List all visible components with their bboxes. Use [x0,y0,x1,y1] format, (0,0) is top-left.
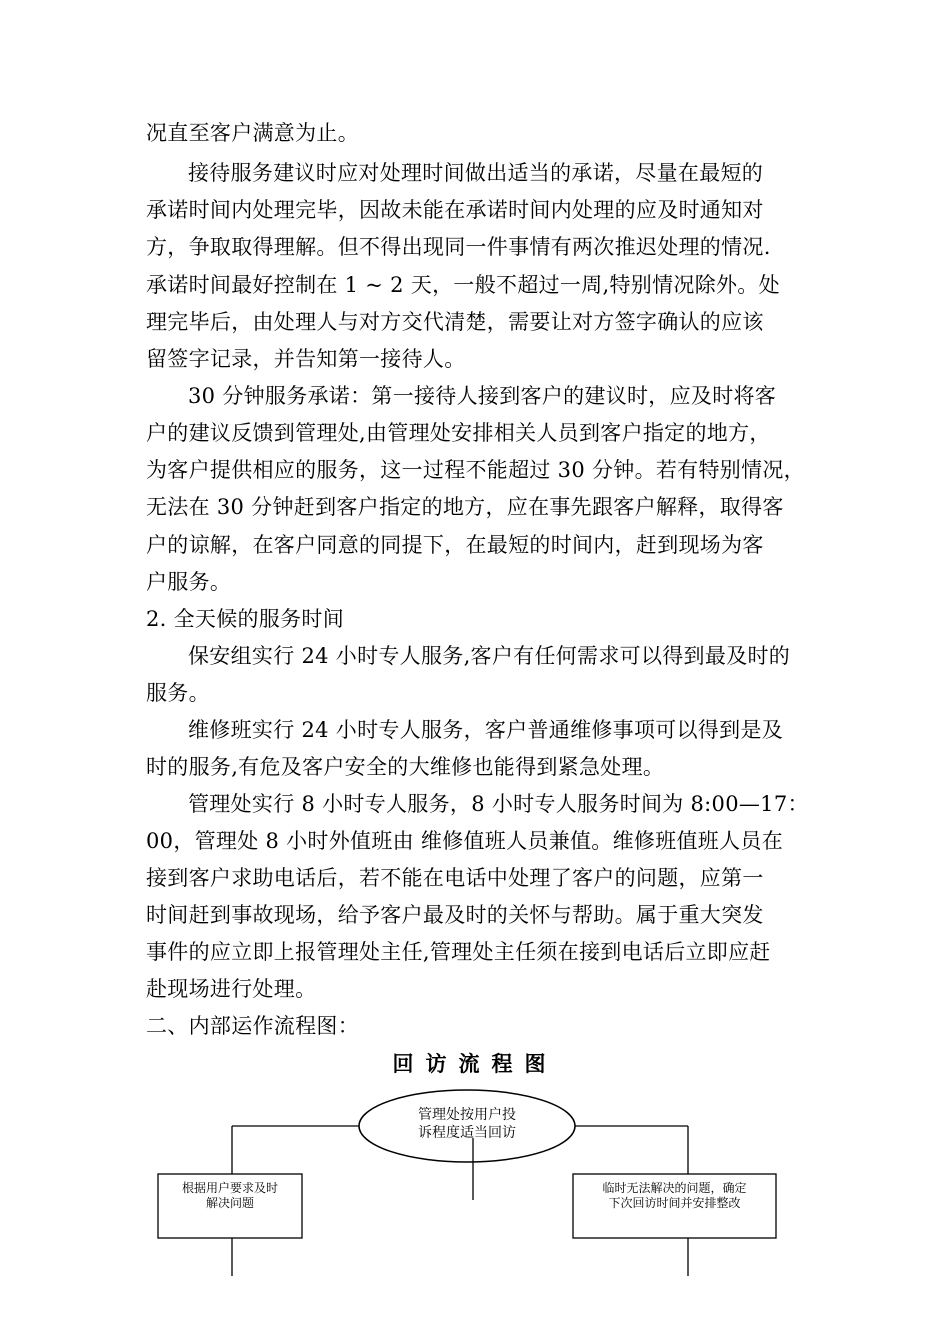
text-line: 接到客户求助电话后，若不能在电话中处理了客户的问题，应第一 [146,866,764,890]
text-line: 户服务。 [146,570,232,594]
text-line: 时的服务,有危及客户安全的大维修也能得到紧急处理。 [146,755,665,779]
text-line: 承诺时间最好控制在 1 ~ 2 天，一般不超过一周,特别情况除外。处 [146,273,780,297]
right-node-line: 下次回访时间并安排整改 [608,1196,741,1210]
text-line: 管理处实行 8 小时专人服务，8 小时专人服务时间为 8:00—17： [188,792,809,816]
top-node-text [380,1106,554,1142]
text-line: 保安组实行 24 小时专人服务,客户有任何需求可以得到最及时的 [188,644,791,668]
text-line: 服务。 [146,681,210,705]
right-node-line: 临时无法解决的问题，确定 [602,1181,747,1195]
text-line: 为客户提供相应的服务，这一过程不能超过 30 分钟。若有特别情况， [146,458,805,482]
text-line: 留签字记录，并告知第一接待人。 [146,347,466,371]
text-line: 承诺时间内处理完毕，因故未能在承诺时间内处理的应及时通知对 [146,198,764,222]
text-line: 事件的应立即上报管理处主任,管理处主任须在接到电话后立即应赶 [146,940,771,964]
text-line: 接待服务建议时应对处理时间做出适当的承诺，尽量在最短的 [188,161,764,185]
top-node-line: 管理处按用户投 [418,1107,516,1123]
text-line: 维修班实行 24 小时专人服务，客户普通维修事项可以得到是及 [188,718,784,742]
right-node-text [573,1181,776,1211]
flowchart-title: 回访流程图 [392,1052,558,1076]
left-node-text [158,1181,302,1211]
section-heading: 2. 全天候的服务时间 [146,607,345,631]
top-node-line: 诉程度适当回访 [418,1125,516,1141]
text-line: 时间赶到事故现场，给予客户最及时的关怀与帮助。属于重大突发 [146,903,764,927]
text-line: 00，管理处 8 小时外值班由 维修值班人员兼值。维修班值班人员在 [146,829,784,853]
left-node-line: 解决问题 [205,1196,254,1210]
section-heading: 二、内部运作流程图： [146,1014,359,1038]
text-line: 30 分钟服务承诺：第一接待人接到客户的建议时，应及时将客 [188,384,777,408]
text-line: 方，争取取得理解。但不得出现同一件事情有两次推迟处理的情况. [146,235,771,259]
text-line: 理完毕后，由处理人与对方交代清楚，需要让对方签字确认的应该 [146,310,764,334]
text-line: 赴现场进行处理。 [146,977,317,1001]
text-line: 无法在 30 分钟赶到客户指定的地方，应在事先跟客户解释，取得客 [146,495,784,519]
left-node-line: 根据用户要求及时 [181,1181,278,1195]
text-line: 况直至客户满意为止。 [146,121,359,145]
text-line: 户的建议反馈到管理处,由管理处安排相关人员到客户指定的地方， [146,421,771,445]
text-line: 户的谅解，在客户同意的同提下，在最短的时间内，赶到现场为客 [146,533,764,557]
